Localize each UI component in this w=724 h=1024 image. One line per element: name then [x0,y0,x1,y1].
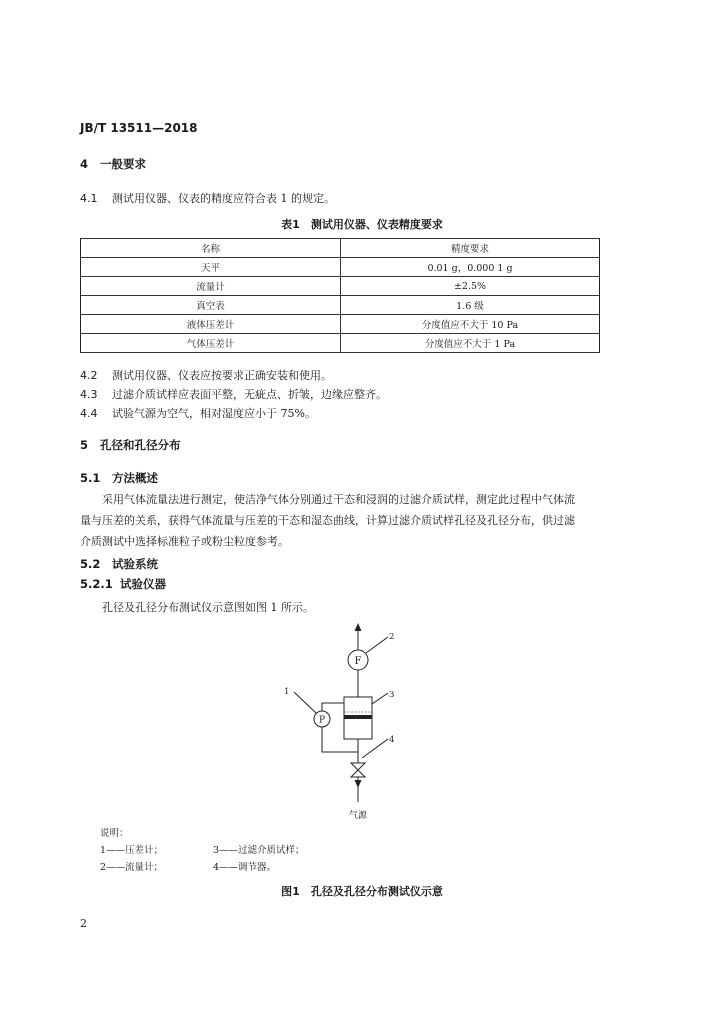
section-5-number: 5 [80,438,89,452]
filter-sample [344,715,372,719]
table-row [81,334,600,353]
clause-number: 4.1 [80,192,98,205]
table-header-precision: 精度要求 [341,239,600,258]
clause-text: 测试用仪器、仪表的精度应符合表 1 的规定。 [112,192,335,205]
legend-item-2: 2——流量计； [100,862,164,873]
table-header-row [81,239,600,258]
pressure-gauge-letter: P [318,715,326,726]
instrument-name: 天平 [81,258,341,277]
legend-title: 说明： [100,828,129,839]
precision-value: 0.01 g，0.000 1 g [341,258,600,277]
legend-item-3: 3——过滤介质试样； [213,845,305,856]
table-row [81,277,600,296]
page-number: 2 [80,917,87,930]
subsection-5-2-heading [80,556,158,572]
subsection-number: 5.2 [80,557,101,571]
clause-number: 4.4 [80,407,98,420]
callout-2: 2 [389,632,395,642]
section-5-title: 孔径和孔径分布 [100,438,181,452]
subsection-title: 方法概述 [112,471,158,485]
figure-1-caption: 图1 孔径及孔径分布测试仪示意 [281,885,443,898]
clause-4-1 [80,190,335,206]
section-4-title: 一般要求 [100,157,146,171]
precision-value: 分度值应不大于 10 Pa [341,315,600,334]
standard-number: JB/T 13511—2018 [80,121,198,135]
flowmeter-letter: F [354,656,362,667]
table-row [81,258,600,277]
clause-4-2 [80,367,332,383]
source-arrowhead [355,780,362,788]
table-row [81,296,600,315]
clause-4-3 [80,386,387,402]
callout-3: 3 [389,690,395,700]
air-source-label: 气源 [348,811,368,821]
precision-value: 1.6 级 [341,296,600,315]
table-row [81,315,600,334]
leader-line-2 [366,637,388,653]
precision-value: 分度值应不大于 1 Pa [341,334,600,353]
clause-text: 过滤介质试样应表面平整，无疵点、折皱，边缘应整齐。 [112,388,387,401]
instrument-name: 气体压差计 [81,334,341,353]
section-5-heading [80,437,181,453]
leader-line-3 [372,693,388,704]
paragraph-line: 量与压差的关系，获得气体流量与压差的干态和湿态曲线，计算过滤介质试样孔径及孔径分布，供过滤 [80,514,575,527]
clause-text: 试验气源为空气，相对湿度应小于 75%。 [112,407,316,420]
instrument-name: 液体压差计 [81,315,341,334]
precision-table [80,238,600,353]
test-apparatus-diagram [270,620,430,825]
subsection-number: 5.2.1 [80,577,113,591]
paragraph-line: 介质测试中选择标准粒子或粉尘粒度参考。 [80,535,289,548]
figure-reference-text: 孔径及孔径分布测试仪示意图如图 1 所示。 [102,601,314,614]
subsection-title: 试验仪器 [120,577,166,591]
leader-line-1 [294,692,316,713]
table-1-caption: 表1 测试用仪器、仪表精度要求 [281,218,443,231]
clause-number: 4.3 [80,388,98,401]
clause-number: 4.2 [80,369,98,382]
method-overview-paragraph [80,489,575,552]
callout-4: 4 [389,735,395,745]
callout-1: 1 [284,687,290,697]
subsection-number: 5.1 [80,471,101,485]
clause-4-4 [80,405,316,421]
outlet-arrowhead [355,623,362,631]
table-header-name: 名称 [81,239,341,258]
subsection-5-2-1-heading [80,576,166,592]
clause-text: 测试用仪器、仪表应按要求正确安装和使用。 [112,369,332,382]
legend-item-1: 1——压差计； [100,845,164,856]
section-4-heading [80,156,146,172]
instrument-name: 真空表 [81,296,341,315]
subsection-title: 试验系统 [112,557,158,571]
leader-line-4 [362,739,388,758]
precision-value: ±2.5% [341,277,600,296]
subsection-5-1-heading [80,470,158,486]
regulator-valve-symbol [351,763,365,777]
instrument-name: 流量计 [81,277,341,296]
paragraph-line: 采用气体流量法进行测定，使洁净气体分别通过干态和浸润的过滤介质试样，测定此过程中气体流 [102,493,575,506]
section-4-number: 4 [80,157,89,171]
legend-item-4: 4——调节器。 [213,862,277,873]
